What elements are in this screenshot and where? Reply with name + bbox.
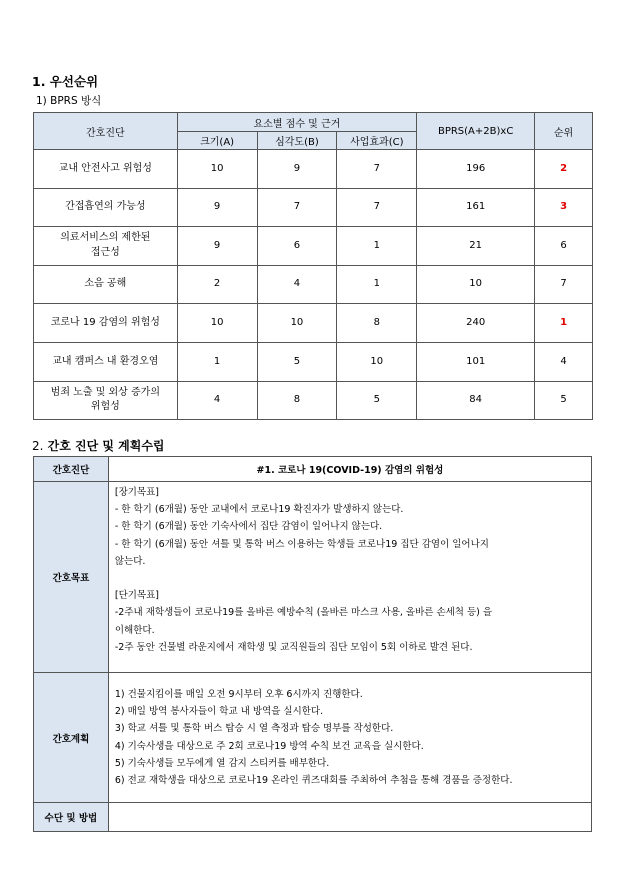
plan-means-row bbox=[34, 803, 592, 832]
plan-line: 5) 기숙사생들 모두에게 열 감지 스티커를 배부한다. bbox=[114, 757, 330, 769]
row-bprs: 21 bbox=[417, 227, 535, 266]
row-effect: 1 bbox=[337, 227, 417, 266]
row-severity: 9 bbox=[257, 150, 337, 189]
plan-line: 2) 매일 방역 봉사자들이 학교 내 방역을 실시한다. bbox=[114, 706, 324, 718]
row-diagnosis bbox=[34, 381, 178, 420]
row-size: 9 bbox=[177, 227, 257, 266]
table-row bbox=[34, 150, 593, 189]
table-row bbox=[34, 304, 593, 343]
label-goal: 간호목표 bbox=[34, 482, 109, 673]
row-diagnosis: 교내 캠퍼스 내 환경오염 bbox=[34, 342, 178, 381]
section-title-priority: 1. 우선순위 bbox=[32, 74, 99, 89]
goal-blank-line bbox=[115, 570, 587, 587]
section-title-plan bbox=[32, 437, 165, 454]
plan-plan-row bbox=[34, 673, 592, 803]
section-number: 2. bbox=[32, 439, 44, 453]
table-row bbox=[34, 342, 593, 381]
row-diagnosis-line1: 범죄 노출 및 외상 증가의 bbox=[50, 386, 160, 398]
row-size: 4 bbox=[177, 381, 257, 420]
table-row bbox=[34, 381, 593, 420]
row-severity: 4 bbox=[257, 265, 337, 304]
row-rank: 2 bbox=[535, 150, 593, 189]
row-severity: 10 bbox=[257, 304, 337, 343]
row-diagnosis-line2: 접근성 bbox=[90, 246, 120, 258]
row-rank: 3 bbox=[535, 188, 593, 227]
row-diagnosis bbox=[34, 227, 178, 266]
row-bprs: 161 bbox=[417, 188, 535, 227]
goal-line: - 한 학기 (6개월) 동안 교내에서 코로나19 확진자가 발생하지 않는다. bbox=[114, 504, 404, 516]
label-means: 수단 및 방법 bbox=[34, 803, 109, 832]
row-bprs: 240 bbox=[417, 304, 535, 343]
header-effect: 사업효과(C) bbox=[337, 132, 417, 150]
plan-content bbox=[108, 673, 591, 803]
header-rank: 순위 bbox=[535, 113, 593, 150]
header-severity: 심각도(B) bbox=[257, 132, 337, 150]
row-size: 9 bbox=[177, 188, 257, 227]
row-severity: 5 bbox=[257, 342, 337, 381]
goal-line: [장기목표] bbox=[114, 487, 159, 498]
header-diagnosis: 간호진단 bbox=[34, 113, 178, 150]
goal-line: [단기목표] bbox=[114, 590, 159, 602]
plan-goal-row bbox=[34, 482, 592, 673]
diagnosis-title: #1. 코로나 19(COVID-19) 감염의 위험성 bbox=[108, 457, 591, 482]
goal-line: -2주 동안 건물별 라운지에서 재학생 및 교직원들의 집단 모임이 5회 이하로 발견 된다. bbox=[114, 641, 473, 653]
row-size: 10 bbox=[177, 304, 257, 343]
plan-line: 3) 학교 셔틀 및 통학 버스 탑승 시 열 측정과 탑승 명부를 작성한다. bbox=[114, 723, 394, 735]
row-bprs: 10 bbox=[417, 265, 535, 304]
row-diagnosis-line2: 위험성 bbox=[90, 401, 120, 413]
goal-content bbox=[108, 482, 591, 673]
section-subtitle-bprs: 1) BPRS 방식 bbox=[36, 95, 102, 107]
header-size: 크기(A) bbox=[177, 132, 257, 150]
plan-line: 4) 기숙사생을 대상으로 주 2회 코로나19 방역 수칙 보건 교육을 실시한다. bbox=[114, 740, 424, 752]
row-rank: 5 bbox=[535, 381, 593, 420]
row-bprs: 84 bbox=[417, 381, 535, 420]
label-plan: 간호계획 bbox=[34, 673, 109, 803]
row-diagnosis: 간접흡연의 가능성 bbox=[34, 188, 178, 227]
row-diagnosis: 소음 공해 bbox=[34, 265, 178, 304]
nursing-plan-table bbox=[33, 456, 592, 832]
row-size: 1 bbox=[177, 342, 257, 381]
row-effect: 7 bbox=[337, 188, 417, 227]
row-bprs: 196 bbox=[417, 150, 535, 189]
header-bprs-formula: BPRS(A+2B)xC bbox=[417, 113, 535, 150]
label-diagnosis: 간호진단 bbox=[34, 457, 109, 482]
row-rank: 7 bbox=[535, 265, 593, 304]
row-effect: 5 bbox=[337, 381, 417, 420]
row-effect: 1 bbox=[337, 265, 417, 304]
plan-line: 6) 전교 재학생을 대상으로 코로나19 온라인 퀴즈대회를 주최하여 추첨을 통해 경품을 증정한다. bbox=[114, 774, 513, 786]
table-row bbox=[34, 265, 593, 304]
bprs-table bbox=[33, 112, 593, 420]
row-diagnosis: 교내 안전사고 위험성 bbox=[34, 150, 178, 189]
table-row bbox=[34, 227, 593, 266]
goal-line: 이해한다. bbox=[114, 624, 155, 636]
row-severity: 6 bbox=[257, 227, 337, 266]
row-size: 2 bbox=[177, 265, 257, 304]
header-score-group: 요소별 점수 및 근거 bbox=[177, 113, 417, 132]
row-effect: 7 bbox=[337, 150, 417, 189]
goal-line: -2주내 재학생들이 코로나19를 올바른 예방수칙 (올바른 마스크 사용, 올바른 손세척 등) 을 bbox=[114, 607, 493, 619]
row-diagnosis-line1: 의료서비스의 제한된 bbox=[60, 232, 151, 244]
row-diagnosis: 코로나 19 감염의 위험성 bbox=[34, 304, 178, 343]
row-severity: 7 bbox=[257, 188, 337, 227]
row-effect: 10 bbox=[337, 342, 417, 381]
table-row bbox=[34, 188, 593, 227]
row-rank: 1 bbox=[535, 304, 593, 343]
row-severity: 8 bbox=[257, 381, 337, 420]
row-bprs: 101 bbox=[417, 342, 535, 381]
row-effect: 8 bbox=[337, 304, 417, 343]
section-title-text: 간호 진단 및 계획수립 bbox=[47, 439, 165, 453]
goal-line: - 한 학기 (6개월) 동안 기숙사에서 집단 감염이 일어나지 않는다. bbox=[114, 521, 383, 533]
goal-line: 않는다. bbox=[114, 555, 146, 567]
plan-diagnosis-row bbox=[34, 457, 592, 482]
means-content bbox=[108, 803, 591, 832]
row-rank: 6 bbox=[535, 227, 593, 266]
goal-line: - 한 학기 (6개월) 동안 셔틀 및 통학 버스 이용하는 학생들 코로나19 집단 감염이 일어나지 bbox=[114, 538, 489, 550]
plan-line: 1) 건물지킴이를 매일 오전 9시부터 오후 6시까지 진행한다. bbox=[114, 688, 363, 700]
row-rank: 4 bbox=[535, 342, 593, 381]
row-size: 10 bbox=[177, 150, 257, 189]
